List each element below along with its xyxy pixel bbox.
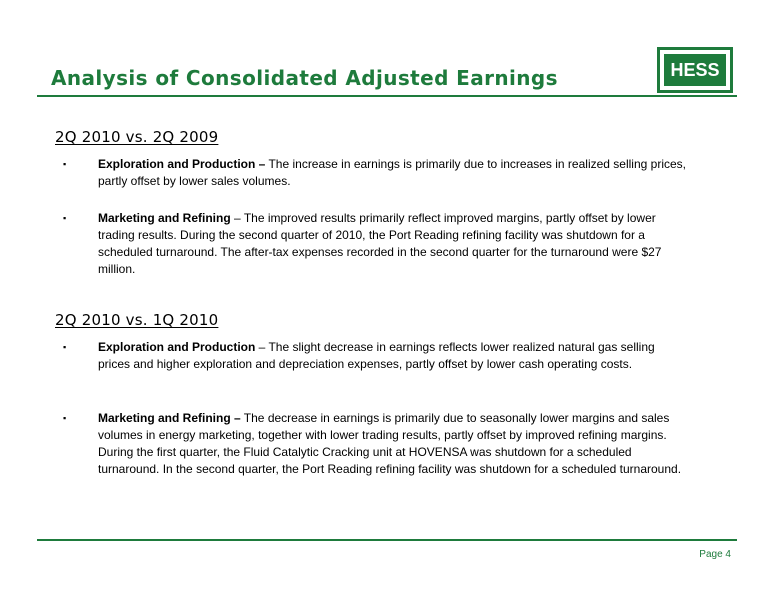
page-number: Page 4 [699,549,731,560]
bullet-text [98,156,688,190]
bullet-lead: Exploration and Production [98,340,256,354]
bullet-lead: Marketing and Refining – [98,411,241,425]
bullet-marker: ▪ [63,342,67,352]
bullet-lead: Marketing and Refining [98,211,231,225]
bullet-text [98,339,688,373]
bullet-marker: ▪ [63,213,67,223]
hess-logo [657,47,733,93]
top-divider [37,95,737,97]
bullet-body: The increase in earnings is primarily due to increases in realized selling prices, partly offset by lower sales volumes. [98,157,686,188]
bullet-body: – The improved results primarily reflect improved margins, partly offset by lower trading results. During the second quarter of 2010, the Port Reading refining facility was shutdown for a scheduled turnaround. The after-tax expenses recorded in the second quarter for the turnaround were $27 million. [98,211,662,276]
bullet-text [98,410,688,478]
page-title: Analysis of Consolidated Adjusted Earnings [51,66,558,90]
bullet-lead: Exploration and Production – [98,157,266,171]
bullet-body: The decrease in earnings is primarily due to seasonally lower margins and sales volumes in energy marketing, together with lower trading results, partly offset by improved refining margins. During the first quarter, the Fluid Catalytic Cracking unit at HOVENSA was shutdown for a scheduled turnaround. In the second quarter, the Port Reading refining facility was shutdown for a scheduled turnaround. [98,411,682,476]
bullet-text [98,210,688,278]
hess-logo-mark [664,54,726,86]
section-heading-2q-vs-1q: 2Q 2010 vs. 1Q 2010 [55,311,219,329]
section-heading-2q-vs-2q: 2Q 2010 vs. 2Q 2009 [55,128,219,146]
hess-logo-text: HESS [670,60,720,80]
bullet-body: – The slight decrease in earnings reflects lower realized natural gas selling prices and higher exploration and depreciation expenses, partly offset by lower cash operating costs. [98,340,655,371]
bottom-divider [37,539,737,541]
bullet-marker: ▪ [63,413,67,423]
hess-logo-wordmark [667,59,723,81]
bullet-marker: ▪ [63,159,67,169]
